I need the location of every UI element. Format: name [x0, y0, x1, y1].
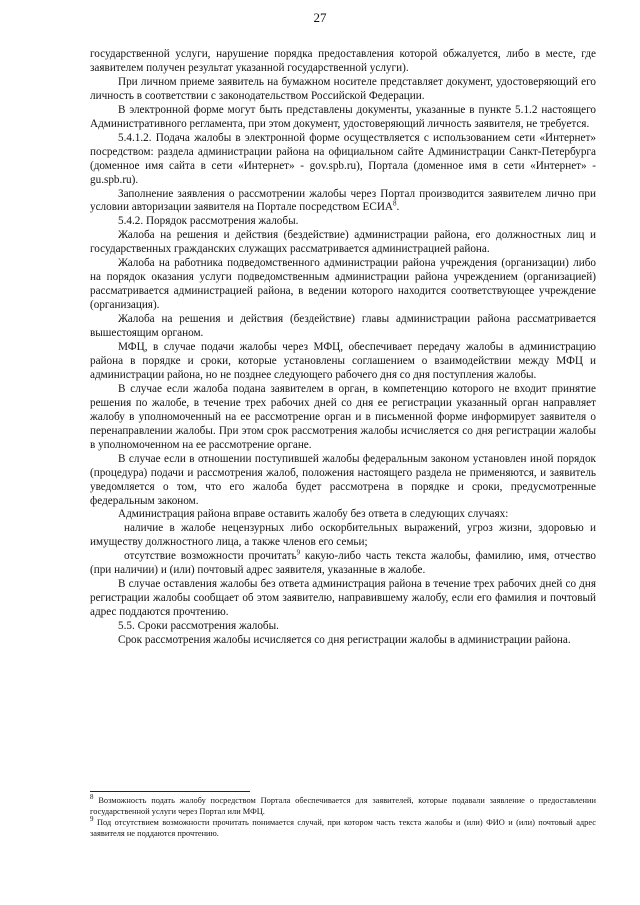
footnote-mark: 9 [90, 815, 94, 824]
paragraph: Заполнение заявления о рассмотрении жалобы через Портал производится заявителем лично при условии авторизации заявителя на Портале посредством ЕСИА$^8$. [90, 187, 596, 214]
paragraph: Жалоба на решения и действия (бездействие) администрации района, его должностных лиц и государственных гражданских служащих рассматривается администрацией района. [90, 229, 596, 256]
paragraph: Жалоба на решения и действия (бездействие) главы администрации района рассматривается вышестоящим органом. [90, 313, 596, 340]
paragraph: Жалоба на работника подведомственного администрации района учреждения (организации) либо на порядок оказания услуги подведомственным администрации района учреждением (организацией) рассматривается администрацией района, в ведении которого находится соответствующее учреждение (организация). [90, 257, 596, 312]
paragraph: При личном приеме заявитель на бумажном носителе представляет документ, удостоверяющий его личность в соответствии с законодательством Российской Федерации. [90, 75, 596, 102]
footnote-ref-8: 8 [393, 199, 397, 208]
list-item: наличие в жалобе нецензурных либо оскорбительных выражений, угроз жизни, здоровью и имуществу должностного лица, а также членов его семьи; [90, 522, 596, 549]
footnote-mark: 8 [90, 793, 94, 802]
footnotes [90, 795, 596, 839]
paragraph: В электронной форме могут быть представлены документы, указанные в пункте 5.1.2 настоящего Административного регламента, при этом документ, удостоверяющий личность заявителя, не требуется. [90, 103, 596, 130]
footnote-8 [90, 795, 596, 817]
section-heading: 5.4.2. Порядок рассмотрения жалобы. [118, 215, 299, 228]
footnote-divider [90, 791, 250, 792]
paragraph: В случае если жалоба подана заявителем в орган, в компетенцию которого не входит принятие решения по жалобе, в течение трех рабочих дней со дня ее регистрации указанный орган направляет жалобу в уполномоченный на ее рассмотрение орган и в письменной форме информирует заявителя о перенаправлении жалобы. При этом срок рассмотрения жалобы исчисляется со дня регистрации жалобы в уполномоченном на ее рассмотрение органе. [90, 382, 596, 451]
paragraph: МФЦ, в случае подачи жалобы через МФЦ, обеспечивает передачу жалобы в администрацию района в порядке и сроки, которые установлены соглашением о взаимодействии между МФЦ и администрации района, но не позднее следующего рабочего дня со дня поступления жалобы. [90, 341, 596, 381]
list-item [90, 550, 596, 578]
footnote-text: Возможность подать жалобу посредством Портала обеспечивается для заявителей, которые подавали заявление о предоставлении государственной услуги через Портал или МФЦ. [90, 796, 597, 816]
footnote-ref-9: 9 [296, 548, 301, 557]
paragraph: Администрация района вправе оставить жалобу без ответа в следующих случаях: [118, 508, 509, 521]
footnote-text: Под отсутствием возможности прочитать понимается случай, при котором часть текста жалобы и (или) ФИО и (или) почтовый адрес заявителя не поддаются прочтению. [90, 818, 596, 838]
paragraph: В случае если в отношении поступившей жалобы федеральным законом установлен иной порядок (процедура) подачи и рассмотрения жалоб, положения настоящего раздела не применяются, и заявитель уведомляется о том, что его жалоба будет рассмотрена в порядке и сроки, предусмотренные федеральным законом. [90, 452, 596, 507]
page-number: 27 [313, 10, 327, 25]
list-item-text: какую-либо часть текста жалобы, фамилию, имя, отчество (при наличии) и (или) почтовый адрес заявителя, указанные в жалобе. [90, 550, 596, 577]
document-body [90, 48, 596, 648]
paragraph: Срок рассмотрения жалобы исчисляется со дня регистрации жалобы в администрации района. [118, 634, 571, 647]
paragraph: 5.4.1.2. Подача жалобы в электронной форме осуществляется с использованием сети «Интернет» посредством: раздела администрации района на официальном сайте Администрации Санкт-Петербурга (доменное имя сайта в сети «Интернет» - gov.spb.ru), Портала (доменное имя в сети «Интернет» - gu.spb.ru). [90, 131, 596, 186]
paragraph-text: Заполнение заявления о рассмотрении жалобы через Портал производится заявителем лично при условии авторизации заявителя на Портале посредством ЕСИА [90, 187, 596, 214]
paragraph: государственной услуги, нарушение порядка предоставления которой обжалуется, либо в месте, где заявителем получен результат указанной государственной услуги). [90, 48, 596, 74]
paragraph: В случае оставления жалобы без ответа администрация района в течение трех рабочих дней со дня регистрации жалобы сообщает об этом заявителю, направившему жалобу, если его фамилия и почтовый адрес поддаются прочтению. [90, 578, 596, 619]
list-item-text: отсутствие возможности прочитать [124, 550, 297, 563]
section-heading: 5.5. Сроки рассмотрения жалобы. [118, 620, 279, 633]
footnote-9 [90, 817, 596, 839]
